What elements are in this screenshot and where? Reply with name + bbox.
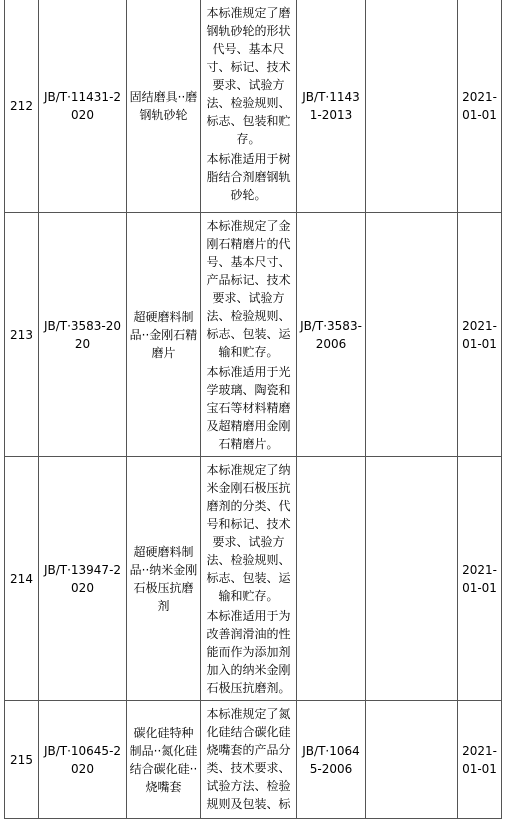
content-paragraph: 本标准规定了纳米金刚石极压抗磨剂的分类、代号和标记、技术要求、试验方法、检验规则、标志、包装、运输和贮存。 xyxy=(206,463,291,603)
row-index: 215 xyxy=(5,701,39,819)
standard-name: 固结磨具··磨钢轨砂轮 xyxy=(127,0,201,213)
replaced-standard xyxy=(297,457,366,701)
standard-name: 超硬磨料制品··纳米金刚石极压抗磨剂 xyxy=(127,457,201,701)
standard-number: JB/T·10645-2020 xyxy=(39,701,127,819)
standards-table xyxy=(4,0,502,819)
standard-content xyxy=(201,457,297,701)
content-paragraph: 本标准适用于树脂结合剂磨钢轨砂轮。 xyxy=(206,152,291,202)
table-row xyxy=(5,457,502,701)
implementation-date: 2021-01-01 xyxy=(458,457,502,701)
standard-content xyxy=(201,0,297,213)
replaced-standard: JB/T·11431-2013 xyxy=(297,0,366,213)
adopted-standard xyxy=(366,213,458,457)
row-index: 212 xyxy=(5,0,39,213)
adopted-standard xyxy=(366,457,458,701)
content-paragraph: 本标准规定了氮化硅结合碳化硅烧嘴套的产品分类、技术要求、试验方法、检验规则及包装、标 xyxy=(206,707,291,811)
row-index: 214 xyxy=(5,457,39,701)
standard-number: JB/T·13947-2020 xyxy=(39,457,127,701)
adopted-standard xyxy=(366,0,458,213)
implementation-date: 2021-01-01 xyxy=(458,213,502,457)
content-paragraph: 本标准规定了磨钢轨砂轮的形状代号、基本尺寸、标记、技术要求、试验方法、检验规则、标志、包装和贮存。 xyxy=(206,6,291,146)
content-paragraph: 本标准适用于为改善润滑油的性能而作为添加剂加入的纳米金刚石极压抗磨剂。 xyxy=(206,609,291,695)
replaced-standard: JB/T·3583-2006 xyxy=(297,213,366,457)
standard-content xyxy=(201,213,297,457)
content-paragraph: 本标准规定了金刚石精磨片的代号、基本尺寸、产品标记、技术要求、试验方法、检验规则、标志、包装、运输和贮存。 xyxy=(206,219,291,359)
implementation-date: 2021-01-01 xyxy=(458,701,502,819)
standard-content xyxy=(201,701,297,819)
row-index: 213 xyxy=(5,213,39,457)
implementation-date: 2021-01-01 xyxy=(458,0,502,213)
content-paragraph: 本标准适用于光学玻璃、陶瓷和宝石等材料精磨及超精磨用金刚石精磨片。 xyxy=(206,365,291,451)
table-row xyxy=(5,701,502,819)
standard-name: 超硬磨料制品··金刚石精磨片 xyxy=(127,213,201,457)
table-row xyxy=(5,0,502,213)
standard-number: JB/T·3583-2020 xyxy=(39,213,127,457)
standard-number: JB/T·11431-2020 xyxy=(39,0,127,213)
standard-name: 碳化硅特种制品··氮化硅结合碳化硅··烧嘴套 xyxy=(127,701,201,819)
table-row xyxy=(5,213,502,457)
replaced-standard: JB/T·10645-2006 xyxy=(297,701,366,819)
adopted-standard xyxy=(366,701,458,819)
